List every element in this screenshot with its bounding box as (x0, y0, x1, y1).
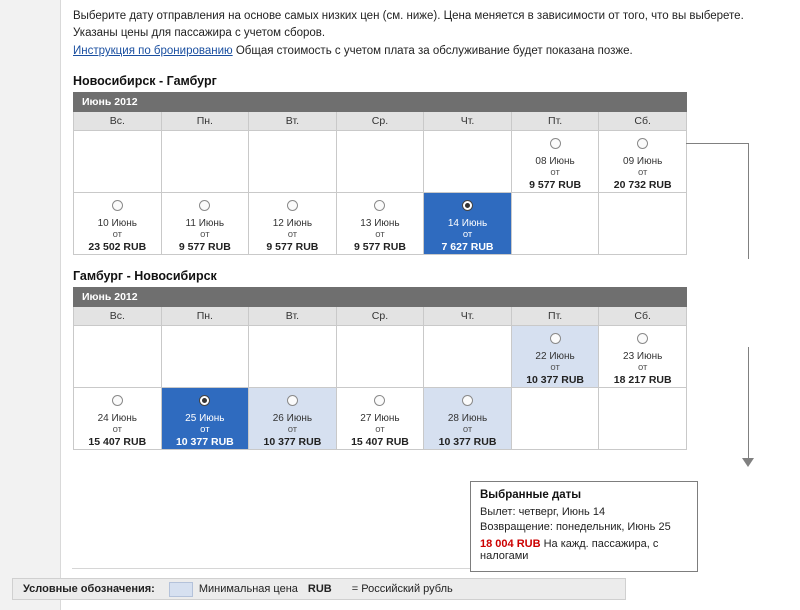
day-price: 9 577 RUB (266, 241, 319, 254)
day-cell[interactable] (336, 388, 424, 450)
day-cell-empty (161, 131, 249, 193)
dow-fri: Пт. (511, 112, 599, 131)
day-date: 09 Июнь (623, 156, 663, 168)
day-from-label: от (112, 424, 122, 436)
day-from-label: от (287, 229, 298, 241)
day-radio[interactable] (637, 138, 648, 149)
calendar-dow-row (74, 307, 687, 326)
day-price: 10 377 RUB (263, 436, 322, 449)
day-cell-selected[interactable] (161, 388, 249, 450)
day-radio[interactable] (374, 395, 385, 406)
day-cell[interactable] (74, 388, 162, 450)
dow-thu: Чт. (424, 112, 512, 131)
day-cell-empty (511, 193, 599, 255)
day-radio[interactable] (637, 333, 648, 344)
summary-total-amount: 18 004 RUB (480, 538, 541, 550)
dow-wed: Ср. (336, 307, 424, 326)
route-title-inbound: Гамбург - Новосибирск (73, 269, 217, 284)
day-date: 13 Июнь (360, 218, 400, 230)
day-cell[interactable] (336, 193, 424, 255)
day-radio-selected[interactable] (462, 200, 473, 211)
legend-min-price-swatch (169, 582, 193, 597)
day-date: 14 Июнь (447, 218, 488, 230)
day-cell-empty (424, 326, 512, 388)
dow-tue: Вт. (249, 307, 337, 326)
calendar-outbound (73, 92, 687, 255)
day-cell-empty (599, 193, 687, 255)
intro-block (61, 0, 800, 60)
day-cell[interactable] (161, 193, 249, 255)
day-cell[interactable] (511, 131, 599, 193)
day-radio[interactable] (112, 200, 123, 211)
summary-total (480, 538, 688, 562)
day-cell-empty (424, 131, 512, 193)
day-from-label: от (375, 229, 385, 241)
dow-wed: Ср. (336, 112, 424, 131)
day-price: 10 377 RUB (438, 436, 497, 449)
day-price: 15 407 RUB (351, 436, 409, 449)
calendar-month-row (74, 288, 687, 307)
day-date: 10 Июнь (97, 218, 137, 230)
day-price: 10 377 RUB (526, 374, 584, 387)
day-cell-empty (161, 326, 249, 388)
summary-total-note: На кажд. пассажира, с налогами (480, 538, 659, 562)
day-cell-empty (249, 326, 337, 388)
day-from-label: от (112, 229, 122, 241)
day-cell[interactable] (599, 131, 687, 193)
left-rail (0, 0, 61, 610)
summary-title: Выбранные даты (480, 489, 582, 501)
day-date: 28 Июнь (447, 413, 488, 425)
dow-sat: Сб. (599, 112, 687, 131)
dow-sun: Вс. (74, 112, 162, 131)
summary-depart: Вылет: четверг, Июнь 14 (480, 506, 606, 518)
day-radio[interactable] (462, 395, 473, 406)
dow-fri: Пт. (511, 307, 599, 326)
day-cell[interactable] (74, 193, 162, 255)
day-from-label: от (200, 424, 210, 436)
intro-link-tail: Общая стоимость с учетом плата за обслуживание будет показана позже. (232, 45, 633, 58)
day-cell-selected[interactable] (424, 193, 512, 255)
day-price: 7 627 RUB (441, 241, 494, 254)
day-from-label: от (462, 229, 473, 241)
day-cell-empty (511, 388, 599, 450)
connector-arrow-icon (742, 458, 754, 467)
connector-bracket-bottom (686, 347, 749, 462)
day-price: 9 577 RUB (353, 241, 406, 254)
day-cell-empty (336, 131, 424, 193)
day-date: 25 Июнь (185, 413, 225, 425)
day-radio[interactable] (199, 200, 210, 211)
dow-sat: Сб. (599, 307, 687, 326)
day-from-label: от (200, 229, 210, 241)
dow-mon: Пн. (161, 112, 249, 131)
day-from-label: от (637, 167, 648, 179)
calendar-week-row (74, 193, 687, 255)
route-title-outbound: Новосибирск - Гамбург (73, 74, 217, 89)
day-cell-empty (74, 326, 162, 388)
calendar-month-label: Июнь 2012 (74, 93, 687, 112)
legend-min-price-text: Минимальная цена (198, 583, 298, 595)
dow-tue: Вт. (249, 112, 337, 131)
calendar-month-row (74, 93, 687, 112)
day-radio[interactable] (287, 200, 298, 211)
calendar-month-label: Июнь 2012 (74, 288, 687, 307)
day-date: 12 Июнь (272, 218, 313, 230)
day-cell-empty (599, 388, 687, 450)
day-date: 26 Июнь (272, 413, 313, 425)
day-date: 08 Июнь (535, 156, 575, 168)
day-price: 10 377 RUB (175, 436, 234, 449)
dow-thu: Чт. (424, 307, 512, 326)
day-price: 9 577 RUB (178, 241, 231, 254)
day-from-label: от (550, 362, 560, 374)
day-date: 11 Июнь (185, 218, 225, 230)
day-price: 23 502 RUB (88, 241, 147, 254)
selected-dates-summary (470, 481, 698, 572)
day-radio[interactable] (550, 138, 561, 149)
day-cell[interactable] (511, 326, 599, 388)
day-cell[interactable] (249, 388, 337, 450)
connector-bracket-top (686, 143, 749, 259)
day-from-label: от (287, 424, 298, 436)
day-cell-empty (249, 131, 337, 193)
day-date: 24 Июнь (97, 413, 137, 425)
intro-link-line (73, 43, 786, 60)
calendar-week-row (74, 388, 687, 450)
day-radio[interactable] (112, 395, 123, 406)
booking-instructions-link[interactable]: Инструкция по бронированию (73, 45, 233, 58)
day-from-label: от (550, 167, 560, 179)
dow-mon: Пн. (161, 307, 249, 326)
intro-paragraph: Выберите дату отправления на основе самых низких цен (см. ниже). Цена меняется в зависимости от того, что вы выберете. Указаны цены для пассажира с учетом сборов. (73, 10, 744, 39)
legend-label: Условные обозначения: (23, 583, 155, 595)
day-radio-selected[interactable] (199, 395, 210, 406)
day-cell[interactable] (424, 388, 512, 450)
legend-bar (12, 578, 626, 600)
day-date: 27 Июнь (360, 413, 400, 425)
summary-return: Возвращение: понедельник, Июнь 25 (480, 521, 671, 533)
day-price: 20 732 RUB (613, 179, 672, 192)
calendar-dow-row (74, 112, 687, 131)
day-from-label: от (375, 424, 385, 436)
day-date: 23 Июнь (623, 351, 663, 363)
calendar-week-row (74, 326, 687, 388)
day-cell-empty (74, 131, 162, 193)
dow-sun: Вс. (74, 307, 162, 326)
day-price: 18 217 RUB (613, 374, 672, 387)
legend-currency-name: = Российский рубль (351, 583, 453, 595)
day-price: 9 577 RUB (529, 179, 582, 192)
calendar-inbound (73, 287, 687, 450)
day-price: 15 407 RUB (88, 436, 147, 449)
day-from-label: от (462, 424, 473, 436)
day-radio[interactable] (550, 333, 561, 344)
day-from-label: от (637, 362, 648, 374)
day-cell-empty (336, 326, 424, 388)
day-cell[interactable] (599, 326, 687, 388)
day-cell[interactable] (249, 193, 337, 255)
day-radio[interactable] (287, 395, 298, 406)
calendar-week-row (74, 131, 687, 193)
day-radio[interactable] (374, 200, 385, 211)
legend-currency-code: RUB (307, 583, 332, 595)
day-date: 22 Июнь (535, 351, 575, 363)
